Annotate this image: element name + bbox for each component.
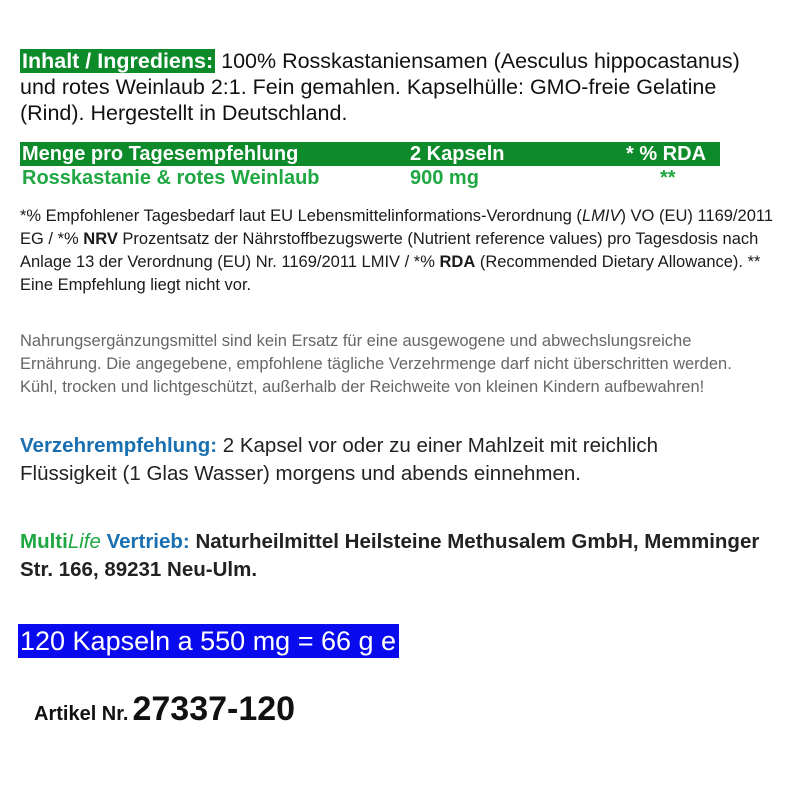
vendor-text: Naturheilmittel Heilsteine Methusalem GmbH, Memminger Str. 166, 89231 Neu-Ulm. bbox=[20, 530, 760, 581]
footnote-text-4: (Recommended Dietary Allowance). ** Eine Empfehlung liegt nicht vor. bbox=[20, 253, 761, 294]
header-capsules: 2 Kapseln bbox=[410, 143, 505, 165]
article-number bbox=[34, 690, 295, 729]
brand-life: Life bbox=[67, 530, 101, 553]
footnote-nrv: NRV bbox=[83, 230, 118, 248]
row-rda: ** bbox=[660, 167, 676, 189]
dosage-label: Verzehrempfehlung: bbox=[20, 434, 218, 457]
brand-multi: Multi bbox=[20, 530, 68, 553]
dosage-section bbox=[20, 432, 760, 488]
nutrition-table bbox=[20, 142, 720, 190]
footnote-rda: RDA bbox=[439, 253, 476, 271]
footnote-text-2: ) VO (EU) 1169/2011 EG / *% bbox=[20, 207, 773, 248]
row-amount: 900 mg bbox=[410, 167, 479, 189]
vendor-section bbox=[20, 528, 780, 584]
dosage-text: 2 Kapsel vor oder zu einer Mahlzeit mit reichlich Flüssigkeit (1 Glas Wasser) morgens und abends einnehmen. bbox=[20, 434, 659, 485]
header-rda: * % RDA bbox=[626, 143, 707, 165]
article-number-value: 27337-120 bbox=[132, 690, 296, 728]
article-label: Artikel Nr. bbox=[34, 703, 129, 725]
footnote-lmiv: LMIV bbox=[581, 207, 621, 225]
header-amount-per-day: Menge pro Tagesempfehlung bbox=[22, 143, 299, 165]
supplement-notice: Nahrungsergänzungsmittel sind kein Ersatz für eine ausgewogene und abwechslungsreiche Ernährung. Die angegebene, empfohlene tägliche Verzehrmenge darf nicht überschritten werden. Kühl, trocken und lichtgeschützt, außerhalb der Reichweite von kleinen Kindern aufbewahren! bbox=[20, 332, 732, 396]
ingredients-label: Inhalt / Ingrediens: bbox=[22, 49, 214, 73]
footnote-text-1: *% Empfohlener Tagesbedarf laut EU Lebensmittelinformations-Verordnung ( bbox=[20, 207, 582, 225]
ingredients-section bbox=[20, 48, 780, 126]
ingredients-text: 100% Rosskastaniensamen (Aesculus hippocastanus) und rotes Weinlaub 2:1. Fein gemahlen. Kapselhülle: GMO-freie Gelatine (Rind). Hergestellt in Deutschland. bbox=[20, 49, 740, 125]
footnote-text-3: Prozentsatz der Nährstoffbezugswerte (Nutrient reference values) pro Tagesdosis nach Anlage 13 der Verordnung (EU) Nr. 1169/2011 LMIV / *% bbox=[20, 230, 759, 271]
package-size-banner: 120 Kapseln a 550 mg = 66 g e bbox=[18, 624, 399, 658]
rda-footnote bbox=[20, 205, 780, 297]
row-ingredient: Rosskastanie & rotes Weinlaub bbox=[22, 167, 320, 189]
nutrition-table-row bbox=[20, 166, 720, 190]
nutrition-table-header bbox=[20, 142, 720, 166]
vendor-label: Vertrieb: bbox=[100, 530, 190, 553]
